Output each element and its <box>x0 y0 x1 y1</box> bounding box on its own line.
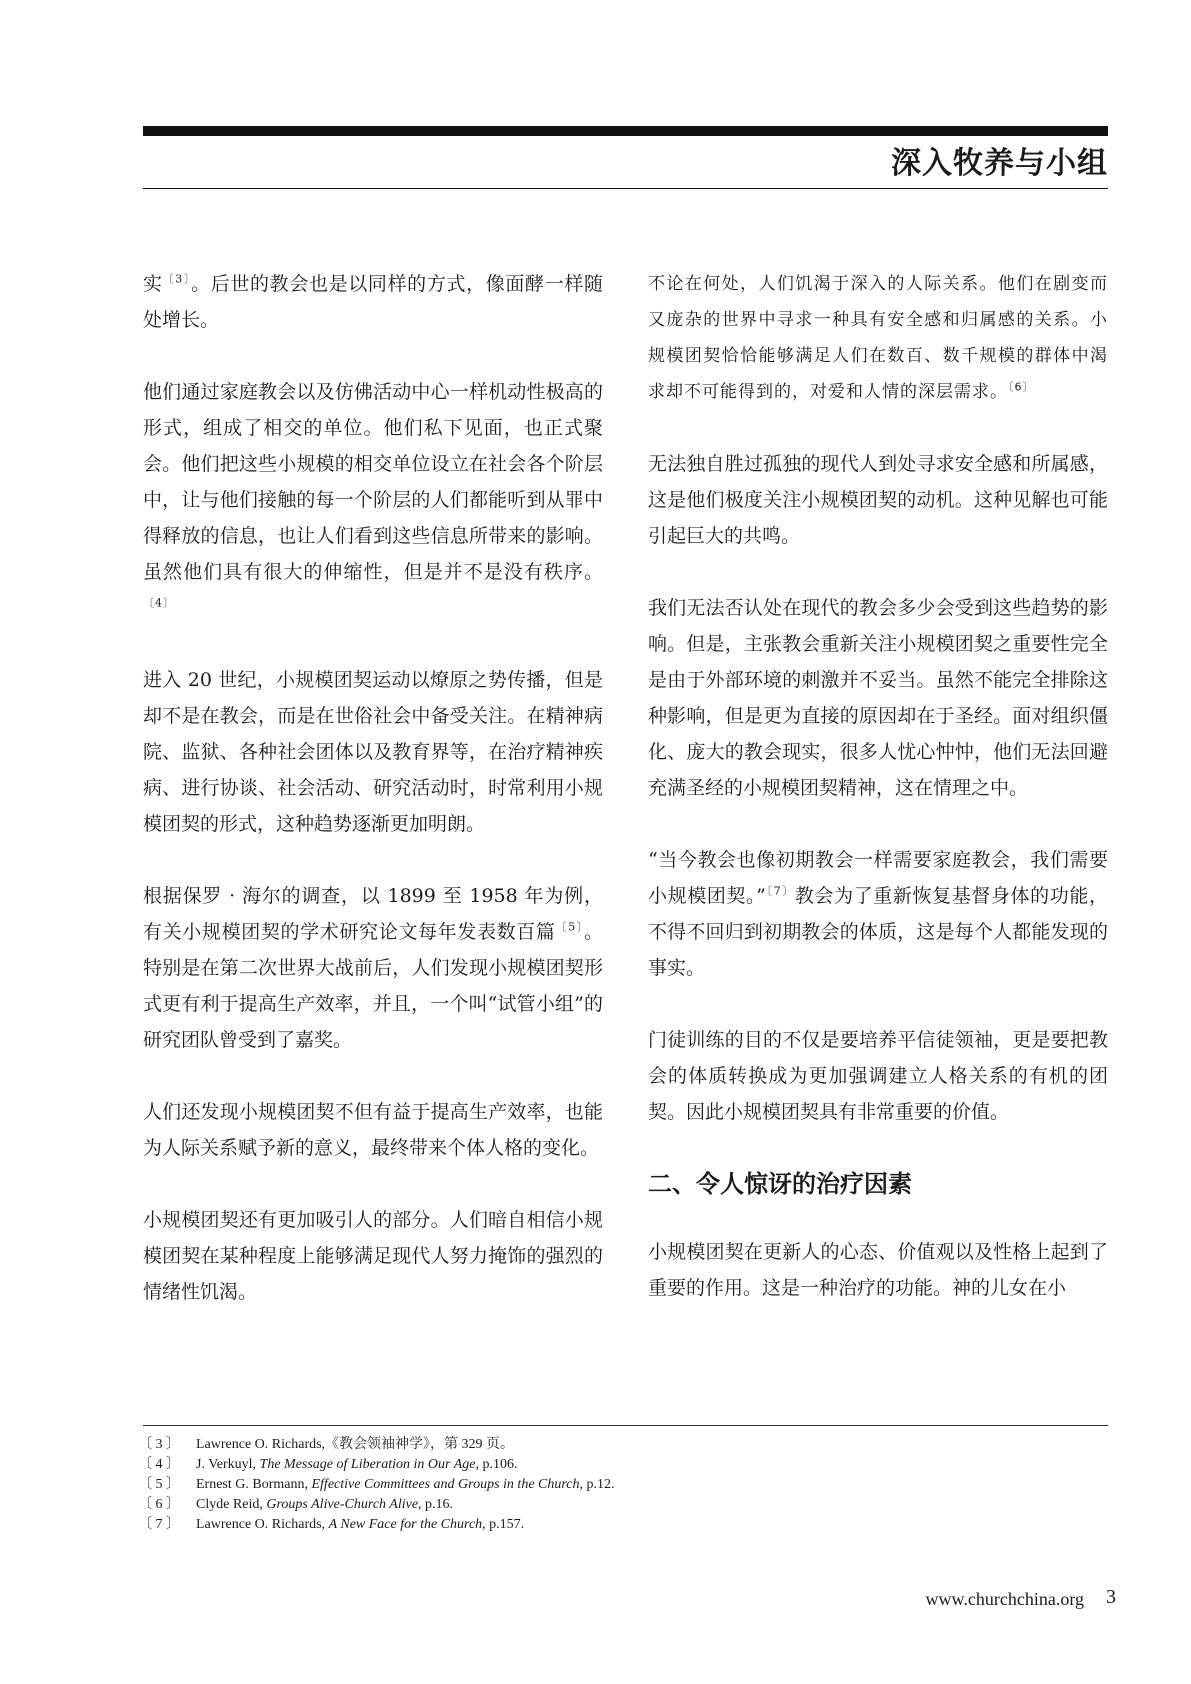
footnote-item <box>138 1435 1098 1455</box>
footnote-rule <box>143 1425 1108 1426</box>
footnote-title: Groups Alive-Church Alive <box>266 1497 419 1512</box>
running-header-title: 深入牧养与小组 <box>891 146 1108 181</box>
footnote-ref[interactable]: 〔6〕 <box>1008 380 1035 394</box>
footnote-author: Lawrence O. Richards,《教会领袖神学》，第 329 页。 <box>196 1437 515 1452</box>
quote-text: 不论在何处，人们饥渴于深入的人际关系。他们在剧变而又庞杂的世界中寻求一种具有安全感和归属感的关系。小规模团契恰恰能够满足人们在数百、数千规模的群体中渴求却不可能得到的，对爱和人情的深层需求。 <box>648 274 1108 402</box>
footnote-text <box>196 1495 453 1515</box>
paragraph: 人们还发现小规模团契不但有益于提高生产效率，也能为人际关系赋予新的意义，最终带来个体人格的变化。 <box>143 1101 603 1159</box>
paragraph-text: 根据保罗 · 海尔的调查，以 1899 至 1958 年为例，有关小规模团契的学术研究论文每年发表数百篇 <box>143 885 603 943</box>
footnote-page: , p.12. <box>579 1477 615 1492</box>
paragraph: 小规模团契还有更加吸引人的部分。人们暗自相信小规模团契在某种程度上能够满足现代人努力掩饰的强烈的情绪性饥渴。 <box>143 1209 603 1303</box>
footnote-item <box>138 1515 1098 1535</box>
section-heading: 二、令人惊讶的治疗因素 <box>648 1169 912 1198</box>
paragraph <box>143 374 603 626</box>
footnote-ref[interactable]: 〔4〕 <box>143 596 175 610</box>
footnote-item <box>138 1495 1098 1515</box>
footnote-text <box>196 1435 514 1455</box>
paragraph: 门徒训练的目的不仅是要培养平信徒领袖，更是要把教会的体质转换成为更加强调建立人格关系的有机的团契。因此小规模团契具有非常重要的价值。 <box>648 1029 1108 1123</box>
footnote-number: 〔 4 〕 <box>138 1457 180 1472</box>
paragraph <box>648 842 1108 986</box>
header-top-rule <box>143 126 1108 136</box>
footnote-text <box>196 1515 524 1535</box>
footnote-number: 〔 6 〕 <box>138 1497 180 1512</box>
paragraph-text: 。后世的教会也是以同样的方式，像面酵一样随处增长。 <box>143 273 603 331</box>
paragraph <box>143 878 603 1058</box>
paragraph-text: 。特别是在第二次世界大战前后，人们发现小规模团契形式更有利于提高生产效率，并且，一个叫“试管小组”的研究团队曾受到了嘉奖。 <box>143 921 603 1051</box>
paragraph-text: 他们通过家庭教会以及仿佛活动中心一样机动性极高的形式，组成了相交的单位。他们私下见面，也正式聚会。他们把这些小规模的相交单位设立在社会各个阶层中，让与他们接触的每一个阶层的人们都能听到从罪中得释放的信息，也让人们看到这些信息所带来的影响。虽然他们具有很大的伸缩性，但是并不是没有秩序。 <box>143 381 603 583</box>
block-quote <box>648 266 1108 410</box>
paragraph-text: “当今教会也像初期教会一样需要家庭教会，我们需要小规模团契。” <box>648 849 1108 907</box>
footnote-page: , p.106. <box>475 1457 518 1472</box>
footnote-number: 〔 7 〕 <box>138 1517 180 1532</box>
paragraph-text: 实 <box>143 273 163 295</box>
footnote-number: 〔 3 〕 <box>138 1437 180 1452</box>
footnote-number: 〔 5 〕 <box>138 1477 180 1492</box>
footnote-page: , p.157. <box>482 1517 525 1532</box>
right-column <box>648 266 1108 1342</box>
header-bottom-rule <box>143 188 1108 189</box>
footnote-title: The Message of Liberation in Our Age <box>259 1457 476 1472</box>
paragraph: 我们无法否认处在现代的教会多少会受到这些趋势的影响。但是，主张教会重新关注小规模团契之重要性完全是由于外部环境的刺激并不妥当。虽然不能完全排除这种影响，但是更为直接的原因却在于圣经。面对组织僵化、庞大的教会现实，很多人忧心忡忡，他们无法回避充满圣经的小规模团契精神，这在情理之中。 <box>648 597 1108 799</box>
footnote-author: J. Verkuyl, <box>196 1457 260 1472</box>
footnote-ref[interactable]: 〔7〕 <box>765 884 795 898</box>
footnote-page: , p.16. <box>418 1497 454 1512</box>
footnote-title: Effective Committees and Groups in the Church <box>311 1477 580 1492</box>
footnote-ref[interactable]: 〔5〕 <box>555 920 584 934</box>
footnote-author: Ernest G. Bormann, <box>196 1477 312 1492</box>
paragraph: 小规模团契在更新人的心态、价值观以及性格上起到了重要的作用。这是一种治疗的功能。神的儿女在小 <box>648 1241 1108 1299</box>
footnote-item <box>138 1475 1098 1495</box>
footnote-text <box>196 1475 615 1495</box>
paragraph: 无法独自胜过孤独的现代人到处寻求安全感和所属感，这是他们极度关注小规模团契的动机。这种见解也可能引起巨大的共鸣。 <box>648 453 1108 547</box>
paragraph-text: 教会为了重新恢复基督身体的功能，不得不回归到初期教会的体质，这是每个人都能发现的事实。 <box>648 885 1109 979</box>
footnotes <box>138 1435 1098 1535</box>
paragraph <box>143 266 603 338</box>
footnote-author: Lawrence O. Richards, <box>196 1517 329 1532</box>
footnote-ref[interactable]: 〔3〕 <box>162 272 192 286</box>
page-number: 3 <box>1106 1586 1116 1608</box>
footer-url[interactable]: www.churchchina.org <box>925 1589 1084 1609</box>
footnote-text <box>196 1455 518 1475</box>
left-column <box>143 266 603 1346</box>
footnote-author: Clyde Reid, <box>196 1497 267 1512</box>
footnote-title: A New Face for the Church <box>328 1517 483 1532</box>
footnote-item <box>138 1455 1098 1475</box>
paragraph: 进入 20 世纪，小规模团契运动以燎原之势传播，但是却不是在教会，而是在世俗社会中备受关注。在精神病院、监狱、各种社会团体以及教育界等，在治疗精神疾病、进行协谈、社会活动、研究活动时，时常利用小规模团契的形式，这种趋势逐渐更加明朗。 <box>143 669 603 835</box>
